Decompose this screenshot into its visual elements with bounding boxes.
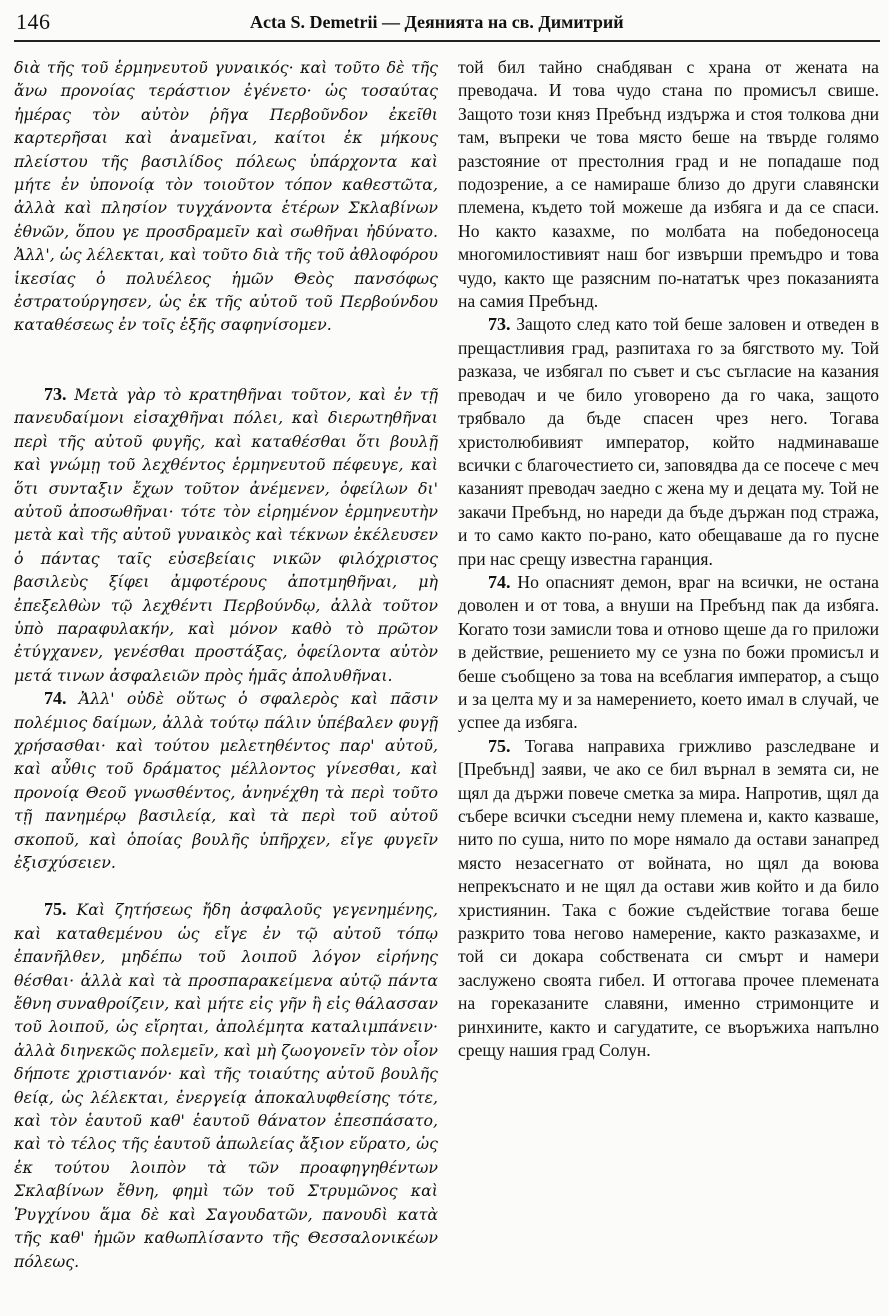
greek-section-number: 73. bbox=[44, 383, 67, 404]
bulgarian-section-text: Но опасният демон, враг на всички, не остана доволен и от това, а внуши на Пребънд пак да избяга. Когато този замисли това и отново щеше да го приложи в действие, решението му се узна по божи промисъл и беше съобщено за това на всеблагия император, а също и за целта му и за намерението, което имал в случай, че успее да избяга. bbox=[458, 571, 879, 733]
running-title: Acta S. Demetrii — Деянията на св. Димитрий bbox=[250, 12, 624, 32]
greek-section-text: Ἀλλ' οὐδὲ οὕτως ὁ σφαλερὸς καὶ πᾶσιν πολέμιος δαίμων, ἀλλὰ τούτῳ πάλιν ὑπέβαλεν φυγῇ χρήσασθαι· καὶ τούτου μελετηθέντος παρ' αὐτοῦ, καὶ αὖθις τοῦ δράματος μέλλοντος γίνεσθαι, καὶ προνοίᾳ Θεοῦ γνωσθέντος, ἀνηνέχθη τὰ περὶ τοῦτο τῇ πανημέρῳ βασιλείᾳ, καὶ τὰ περὶ τοῦ αὐτοῦ σκοποῦ, καὶ ὁποίας βουλῆς ὑπῆρχεν, εἴγε φυγεῖν ἐξισχύσειεν. bbox=[14, 689, 438, 872]
greek-section-text: Καὶ ζητήσεως ἤδη ἀσφαλοῦς γεγενημένης, καὶ καταθεμένου ὡς εἴγε ἐν τῷ αὐτοῦ τόπῳ ἐπανῆλθεν, μηδέπω τοῦ λοιποῦ λόγον εἰρήνης θέσθαι· ἀλλὰ καὶ τὰ προσπαρακείμενα αὐτῷ πάντα ἔθνη συναθροίζειν, καὶ μήτε εἰς γῆν ἢ εἰς θάλασσαν τοῦ λοιποῦ, ὡς εἴρηται, ἀπολέμητα καταλιμπάνειν· ἀλλὰ διηνεκῶς πολεμεῖν, καὶ μὴ ζωογονεῖν τὸν οἷον δήποτε χριστιανόν· καὶ τῆς τοιαύτης αὐτοῦ βουλῆς θείᾳ, ὡς λέλεκται, ἐνεργείᾳ ἀποκαλυφθείσης τότε, καὶ τὸν ἑαυτοῦ καθ' ἑαυτοῦ θάνατον ἐπεσπάσατο, καὶ τὸ τέλος τῆς ἑαυτοῦ ἀπωλείας ἄξιον εὕρατο, ὡς ἐκ τούτου λοιπὸν τὰ τῶν προαφηγηθέντων Σκλαβίνων ἔθνη, φημὶ τῶν τοῦ Στρυμῶνος καὶ Ῥυγχίνου ἅμα δὲ καὶ Σαγουδατῶν, πανουδὶ κατὰ τῆς καθ' ἡμῶν καθωπλίσαντο τῆς Θεσσαλονικέων πόλεως. bbox=[14, 900, 438, 1271]
header-rule bbox=[14, 40, 880, 42]
bulgarian-section-number: 75. bbox=[488, 735, 511, 756]
greek-section-73 bbox=[14, 383, 438, 687]
greek-section-75 bbox=[14, 898, 438, 1273]
bulgarian-column bbox=[458, 56, 879, 1308]
bulgarian-section-73 bbox=[458, 313, 879, 570]
greek-section-text: Μετὰ γὰρ τὸ κρατηθῆναι τοῦτον, καὶ ἐν τῇ πανευδαίμονι εἰσαχθῆναι πόλει, καὶ διερωτηθῆναι περὶ τῆς αὐτοῦ φυγῆς, καὶ καταθέσθαι ὅτι βουλῇ καὶ γνώμῃ τοῦ λεχθέντος ἑρμηνευτοῦ πέφευγε, καὶ ὅτι συνταξιν ἔχων τοῦτον ἀνέμενεν, ὀφείλων δι' αὐτοῦ ἀποσωθῆναι· τότε τὸν εἰρημένον ἑρμηνευτὴν μετὰ καὶ τῆς αὐτοῦ γυναικὸς καὶ τέκνων ἐκέλευσεν ὁ πάντας ταῖς εὐσεβείαις νικῶν φιλόχριστος βασιλεὺς ξίφει ἀμφοτέρους ἀποτμηθῆναι, μὴ ἐπεξελθὼν τῷ λεχθέντι Περβούνδῳ, ἀλλὰ τοῦτον ὑπὸ παραφυλακήν, καὶ μόνον καθὸ τὸ πρῶτον ἐτύγχανεν, γενέσθαι προστάξας, ὀφείλοντα αὐτὸν μετά τινων ἀσφαλειῶν πρὸς ἡμᾶς ἀπολυθῆναι. bbox=[14, 384, 438, 685]
bulgarian-section-number: 73. bbox=[488, 314, 511, 335]
page-number: 146 bbox=[16, 9, 51, 34]
greek-section-number: 74. bbox=[44, 688, 67, 709]
bulgarian-intro-paragraph: той бил тайно снабдяван с храна от жената на преводача. И това чудо стана по промисъл свише. Защото този княз Пребънд издържа и стоя толкова дни там, въпреки че това място беше на твърде голямо разстояние от престолния град и не попадаше под подозрение, а се намираше близо до други славянски племена, където той можеше да избяга и да се спаси. Но както казахме, по молбата на победоносеца многомилостивият наш бог извърши премъдро и това чудо, както ще разясним по-нататък чрез показанията на самия Пребънд. bbox=[458, 57, 879, 312]
greek-column bbox=[14, 56, 438, 1308]
greek-section-number: 75. bbox=[44, 899, 67, 920]
greek-section-74 bbox=[14, 687, 438, 874]
bulgarian-section-text: Защото след като той беше заловен и отведен в прещастливия град, разпитаха го за бягството му. Той разказа, че избягал по съвет и със съгласие на казания преводач и че било уговорено да го чака, защото трябвало да бъде спасен чрез него. Тогава христолюбивият император, който надминаваше всички с благочестието си, заповядва да се посече с меч казаният преводач заедно с жена му и децата му. Той не закачи Пребънд, но нареди да бъде държан под стража, и то само както по-рано, като обещаваше да го пусне при нас срещу известна гаранция. bbox=[458, 314, 879, 569]
bulgarian-section-75 bbox=[458, 735, 879, 1063]
bulgarian-section-number: 74. bbox=[488, 571, 511, 592]
bulgarian-section-text: Тогава направиха грижливо разследване и [Пребънд] заяви, че ако се бил върнал в земята си, не щял да държи повече сметка за мира. Напротив, щял да събере всички съседни нему племена и, както казваше, нито по суша, нито по море нямало да остави занапред място незасегнато от войната, но щял да воюва непрекъснато и не щял да остави жив който и да било християнин. Така с божие съдействие тогава беше разкрито това негово намерение, както разказахме, и той си докара собствената си смърт и намери заслужено своята гибел. И оттогава прочее племената на гореказаните славяни, именно стримонците и ринхините, както и сагудатите, се въоръжиха напълно срещу нашия град Солун. bbox=[458, 735, 879, 1061]
bulgarian-section-74 bbox=[458, 571, 879, 735]
greek-intro-paragraph: διὰ τῆς τοῦ ἑρμηνευτοῦ γυναικός· καὶ τοῦτο δὲ τῆς ἄνω προνοίας τεράστιον ἐγένετο· ὡς τοσαύτας ἡμέρας τὸν αὐτὸν ῥῆγα Περβοῦνδον ἐκεῖθι καρτερῆσαι καὶ ἀναμεῖναι, καίτοι ἐκ μήκους πλείστου τῆς βασιλίδος πόλεως ὑπάρχοντα καὶ μήτε ἐν ὑπονοίᾳ τὸν τοιοῦτον τόπον καθεστῶτα, ἀλλὰ καὶ πλησίον τυγχάνοντα ἑτέρων Σκλαβίνων ἐθνῶν, ὅπου γε προσδραμεῖν καὶ σωθῆναι ἠδύνατο. Ἀλλ', ὡς λέλεκται, καὶ τοῦτο διὰ τῆς τοῦ ἀθλοφόρου ἱκεσίας ὁ πολυέλεος ἡμῶν Θεὸς πανσόφως ἐστρατούργησεν, ὡς ἐκ τῆς αὐτοῦ τοῦ Περβούνδου καταθέσεως ἐν τοῖς ἑξῆς σαφηνίσομεν. bbox=[14, 58, 438, 335]
running-head bbox=[14, 8, 880, 42]
